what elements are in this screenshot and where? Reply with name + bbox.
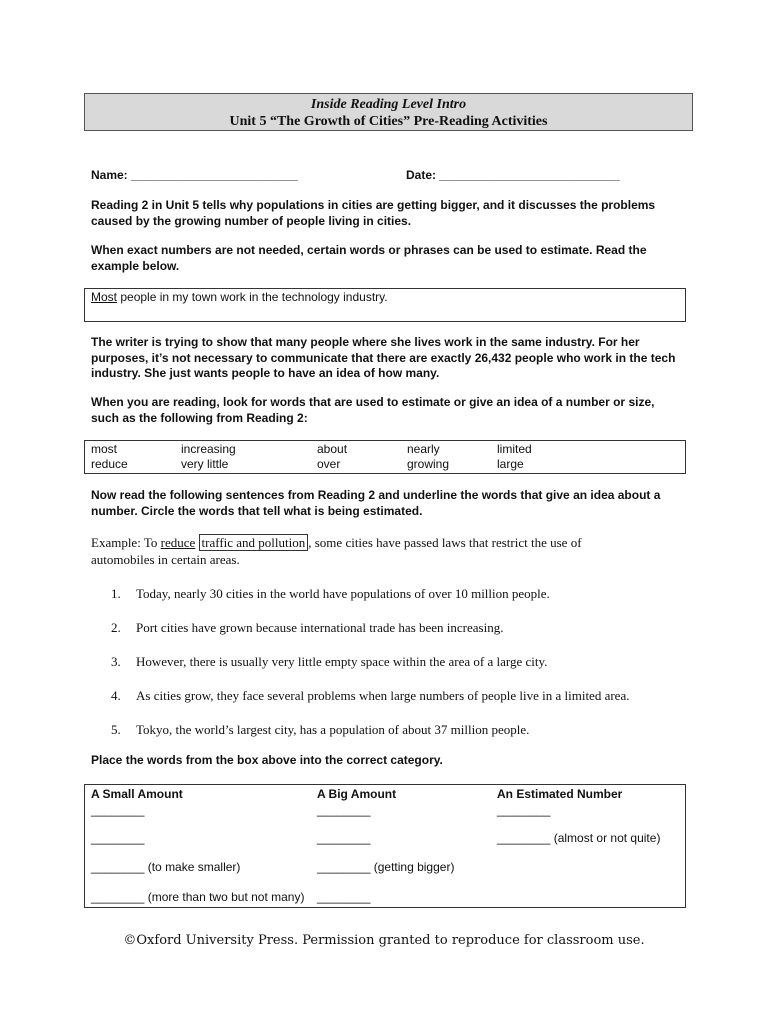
answer-blank[interactable]: ________ (to make smaller): [91, 860, 241, 874]
word-item: reduce: [91, 457, 128, 471]
item-number: 3.: [111, 654, 121, 669]
category-header-small: A Small Amount: [91, 787, 183, 801]
name-field[interactable]: Name: _________________________: [91, 168, 298, 182]
list-item: [111, 585, 550, 602]
answer-blank[interactable]: ________: [497, 803, 551, 817]
worksheet-header: [84, 93, 693, 131]
category-header-big: A Big Amount: [317, 787, 397, 801]
word-item: growing: [407, 457, 450, 471]
example-line2: automobiles in certain areas.: [91, 552, 240, 567]
look-for-words-paragraph: When you are reading, look for words that are used to estimate or give an idea of a number or size, such as the following from Reading 2:: [91, 395, 655, 425]
word-item: nearly: [407, 442, 440, 456]
word-item: very little: [181, 457, 229, 471]
category-table: [84, 784, 686, 908]
item-number: 4.: [111, 688, 121, 703]
item-text: Tokyo, the world’s largest city, has a population of about 37 million people.: [136, 722, 530, 737]
list-item: [111, 619, 503, 636]
example-sentence: people in my town work in the technology industry.: [117, 290, 388, 304]
answer-blank[interactable]: ________: [317, 803, 371, 817]
example-suffix: , some cities have passed laws that restrict the use of: [308, 535, 582, 550]
example-underlined-reduce: reduce: [160, 535, 196, 550]
intro-paragraph: Reading 2 in Unit 5 tells why populations in cities are getting bigger, and it discusses the problems caused by the growing number of people living in cities.: [91, 198, 656, 228]
estimate-paragraph: When exact numbers are not needed, certain words or phrases can be used to estimate. Read the example below.: [91, 243, 647, 273]
list-item: [111, 653, 547, 670]
item-number: 5.: [111, 722, 121, 737]
answer-blank[interactable]: ________ (more than two but not many): [91, 890, 305, 904]
date-field[interactable]: Date: ___________________________: [406, 168, 620, 182]
category-header-estimated: An Estimated Number: [497, 787, 623, 801]
answer-blank[interactable]: ________ (almost or not quite): [497, 831, 661, 845]
answer-blank[interactable]: ________ (getting bigger): [317, 860, 455, 874]
item-text: However, there is usually very little empty space within the area of a large city.: [136, 654, 548, 669]
list-item: [111, 721, 529, 738]
example-box: [84, 288, 686, 322]
item-number: 2.: [111, 620, 121, 635]
word-item: increasing: [181, 442, 236, 456]
item-text: Port cities have grown because international trade has been increasing.: [136, 620, 504, 635]
item-number: 1.: [111, 586, 121, 601]
word-item: about: [317, 442, 348, 456]
unit-title: Unit 5 “The Growth of Cities” Pre-Reading Activities: [229, 114, 548, 129]
word-item: large: [497, 457, 524, 471]
example-sentence-2: [91, 534, 691, 568]
answer-blank[interactable]: ________: [91, 831, 145, 845]
answer-blank[interactable]: ________: [317, 831, 371, 845]
item-text: As cities grow, they face several problems when large numbers of people live in a limited area.: [136, 688, 630, 703]
word-box: [84, 440, 686, 474]
answer-blank[interactable]: ________: [91, 803, 145, 817]
writer-paragraph: The writer is trying to show that many people where she lives work in the same industry. For her purposes, it’s not necessary to communicate that there are exactly 26,432 people who work in the tech industry. She just wants people to have an idea of how many.: [91, 335, 676, 380]
book-title: Inside Reading Level Intro: [310, 97, 467, 112]
example-underlined-word: Most: [91, 290, 118, 304]
instructions-paragraph: Now read the following sentences from Reading 2 and underline the words that give an idea about a number. Circle the words that tell what is being estimated.: [91, 488, 661, 518]
example-circled-phrase: traffic and pollution: [199, 534, 309, 551]
word-item: limited: [497, 442, 532, 456]
example-prefix: Example: To: [91, 535, 161, 550]
word-item: most: [91, 442, 118, 456]
word-item: over: [317, 457, 341, 471]
answer-blank[interactable]: ________: [317, 890, 371, 904]
item-text: Today, nearly 30 cities in the world have populations of over 10 million people.: [136, 586, 550, 601]
copyright-footer: ©Oxford University Press. Permission granted to reproduce for classroom use.: [123, 933, 645, 948]
category-instructions: Place the words from the box above into the correct category.: [91, 753, 443, 767]
list-item: [111, 687, 629, 704]
